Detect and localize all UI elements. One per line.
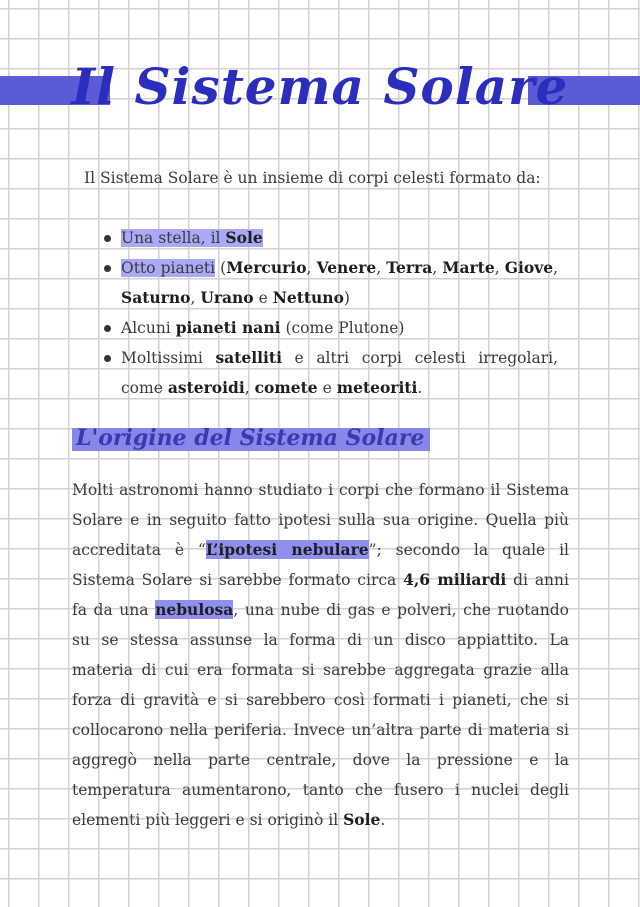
body-text: , una nube di gas e polveri, che ruotando su se stessa assunse la forma di un disco appiattito. La materia di cui era formata si sarebbe aggregata grazie alla forza di gravità e si sarebbero così formati i pianeti, che si collocarono nella periferia. Invece un’altra parte di materia si aggregò nella parte centrale, dove la pressione e la temperatura aumentarono, tanto che fusero i nuclei degli elementi più leggeri e si originò il [72,601,569,829]
list-item-sun [102,223,558,253]
list-item-planets [102,253,558,313]
body-text: di anni fa da una [72,571,569,619]
separator: . [417,379,423,397]
bold-term-sun: Sole [225,228,263,247]
bold-sun: Sole [343,810,381,829]
list-text: e altri corpi celesti irregolari, come [121,349,558,397]
list-text: (come Plutone) [280,319,405,337]
components-list [102,223,558,403]
body-text: Molti astronomi hanno studiato i corpi che formano il Sistema Solare e in seguito fatto ipotesi sulla sua origine. Quella più accreditata è “ [72,481,569,559]
separator: , [306,259,317,277]
separator: , [376,259,387,277]
intro-paragraph: Il Sistema Solare è un insieme di corpi celesti formato da: [84,169,541,187]
planet-urano: Urano [200,288,254,307]
separator: , [244,379,255,397]
separator: , [494,259,505,277]
list-text: Una stella, il [121,229,226,247]
bold-term-comets: comete [254,378,318,397]
separator: e [253,289,273,307]
planet-saturno: Saturno [121,288,191,307]
bold-term-meteorites: meteoriti [336,378,418,397]
bold-term-satellites: satelliti [215,348,282,367]
separator: , [190,289,201,307]
body-paragraph [72,475,569,835]
highlight-nebular-hypothesis: L’ipotesi nebulare [205,540,369,559]
highlight-planets: Otto pianeti [121,259,216,277]
separator: e [317,379,337,397]
body-text: . [380,811,386,829]
separator: , [432,259,443,277]
list-text: Moltissimi [121,349,216,367]
planet-nettuno: Nettuno [272,288,344,307]
list-item-satellites [102,343,558,403]
list-text: Alcuni [121,319,176,337]
list-text: ) [343,289,350,307]
planet-giove: Giove [504,258,554,277]
planet-terra: Terra [386,258,433,277]
section-title: L'origine del Sistema Solare [76,425,425,451]
list-text: ( [215,259,227,277]
bold-term-asteroids: asteroidi [167,378,245,397]
body-text: ”; secondo la quale il Sistema Solare si sarebbe formato circa [72,541,569,589]
separator: , [553,259,559,277]
page-title: Il Sistema Solare [71,57,569,116]
highlight-sun [121,229,263,247]
highlight-nebula: nebulosa [155,600,234,619]
planet-venere: Venere [316,258,377,277]
bold-age: 4,6 miliardi [403,570,507,589]
planet-marte: Marte [442,258,495,277]
bold-term-dwarf: pianeti nani [175,318,281,337]
planet-mercurio: Mercurio [226,258,307,277]
list-item-dwarf-planets [102,313,558,343]
